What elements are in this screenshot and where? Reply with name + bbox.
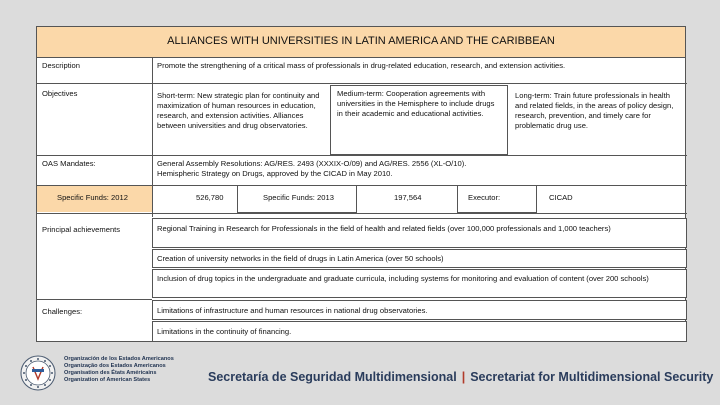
challenge-item: Limitations in the continuity of financing.: [152, 321, 687, 342]
alliances-table: [36, 26, 686, 342]
executor-label: Executor:: [457, 185, 537, 213]
table-title: ALLIANCES WITH UNIVERSITIES IN LATIN AMERICA AND THE CARIBBEAN: [37, 27, 685, 58]
oas-emblem-icon: [20, 355, 56, 391]
org-name-pt: Organização dos Estados Americanos: [64, 363, 166, 370]
description-label: Description: [42, 61, 80, 70]
funds-2012-label: Specific Funds: 2012: [37, 186, 152, 212]
achievement-item: Regional Training in Research for Professionals in the field of health and related fields (over 100,000 professionals and 1,000 teachers): [152, 218, 687, 248]
mandates-value: [152, 155, 687, 185]
objective-long-term: Long-term: Train future professionals in health and related fields, in the areas of policy design, research, prevention, and timely care for problematic drug use.: [515, 91, 674, 130]
mandates-line-2: Hemispheric Strategy on Drugs, approved by the CICAD in May 2010.: [157, 169, 393, 178]
challenge-item: Limitations of infrastructure and human resources in national drug observatories.: [152, 300, 687, 320]
org-name-en: Organization of American States: [64, 377, 151, 384]
mandates-line-1: General Assembly Resolutions: AG/RES. 2493 (XXXIX-O/09) and AG/RES. 2556 (XL-O/10).: [157, 159, 467, 168]
objective-medium-term: Medium-term: Cooperation agreements with universities in the Hemisphere to include drugs in their academic and educational activities.: [330, 85, 508, 155]
secretariat-title: [208, 370, 713, 384]
funds-2013-label: Specific Funds: 2013: [237, 185, 357, 213]
executor-value: CICAD: [549, 193, 573, 202]
achievement-item: Creation of university networks in the field of drugs in Latin America (over 50 schools): [152, 249, 687, 268]
description-value: Promote the strengthening of a critical mass of professionals in drug-related education, research, and extension activities.: [157, 61, 566, 70]
achievement-item: Inclusion of drug topics in the undergraduate and graduate curricula, including systems for monitoring and evaluation of content (over 200 schools): [152, 269, 687, 298]
organization-names: [64, 356, 174, 384]
achievements-label: Principal achievements: [42, 225, 121, 234]
secretariat-en: Secretariat for Multidimensional Security: [470, 370, 714, 384]
objectives-label: Objectives: [42, 89, 78, 98]
org-name-es: Organización de los Estados Americanos: [64, 356, 174, 362]
funds-2012-value: 526,780: [196, 193, 224, 202]
challenges-label: Challenges:: [42, 307, 83, 316]
secretariat-separator: |: [461, 370, 466, 384]
secretariat-es: Secretaría de Seguridad Multidimensional: [208, 370, 457, 384]
objective-short-term: Short-term: New strategic plan for continuity and maximization of human resources in education, research, and extension activities. Alliances between universities and drug observatories.: [157, 91, 320, 130]
mandates-label: OAS Mandates:: [42, 159, 96, 168]
org-name-fr: Organisation des États Américains: [64, 370, 157, 377]
funds-2013-value: 197,564: [394, 193, 422, 202]
